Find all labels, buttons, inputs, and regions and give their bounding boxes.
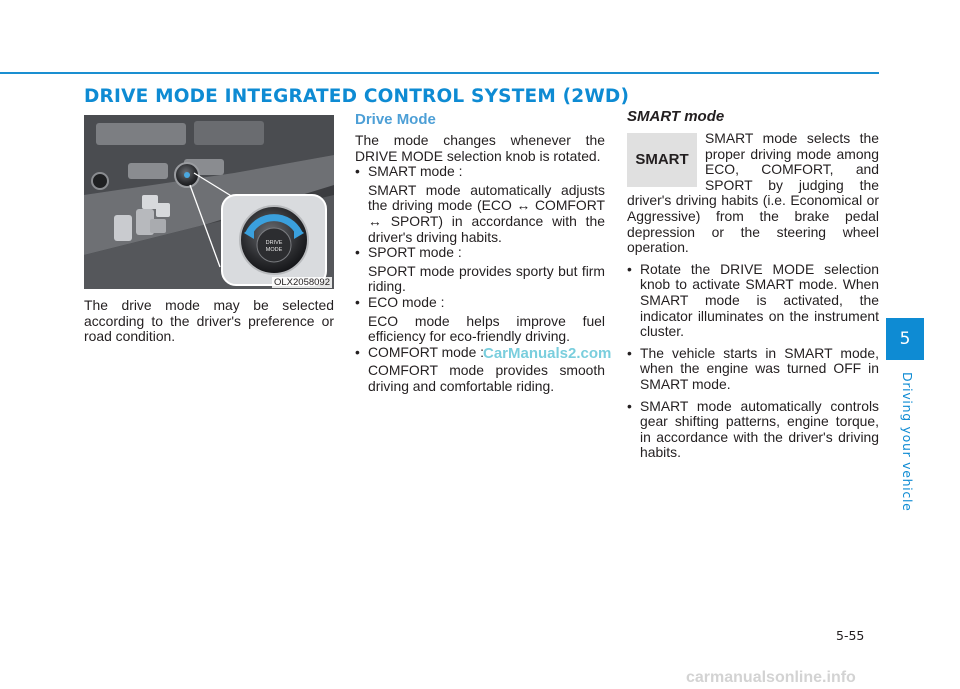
bullet-icon: • [355, 163, 360, 180]
chapter-tab: 5 [886, 318, 924, 360]
mode-label: ECO mode : [368, 293, 445, 310]
watermark: CarManuals2.com [483, 345, 612, 362]
mode-description: COMFORT mode provides smooth driving and comfortable riding. [368, 362, 605, 394]
list-item-text: Rotate the DRIVE MODE selection knob to activate SMART mode. When SMART mode is activated, the indicator illuminates on the instrument cluster. [640, 260, 879, 340]
mode-label: SPORT mode : [368, 244, 462, 261]
left-column [84, 115, 334, 345]
list-item [627, 399, 879, 461]
list-item [627, 346, 879, 393]
bullet-icon: • [355, 293, 360, 310]
mode-item-smart [355, 164, 605, 245]
mode-item-eco [355, 295, 605, 345]
smart-indicator-badge: SMART [627, 133, 697, 187]
mode-label: COMFORT mode : [368, 343, 485, 360]
footer-watermark: carmanualsonline.info [686, 669, 856, 686]
smart-mode-bullets [627, 262, 879, 461]
bullet-icon: • [627, 260, 632, 277]
chapter-title: Driving your vehicle [900, 372, 915, 512]
console-photo [84, 115, 334, 289]
knob-label-mode: MODE [265, 247, 283, 253]
console-illustration [84, 115, 334, 289]
section-title: DRIVE MODE INTEGRATED CONTROL SYSTEM (2WD) [84, 86, 630, 107]
drive-mode-heading: Drive Mode [355, 111, 436, 128]
knob-label-drive: DRIVE [265, 240, 283, 246]
mode-description: SPORT mode provides sporty but firm riding. [368, 262, 605, 295]
left-paragraph: The drive mode may be selected according to the driver's preference or road condition. [84, 297, 334, 345]
list-item [627, 262, 879, 340]
bullet-icon: • [355, 343, 360, 360]
bullet-icon: • [355, 244, 360, 261]
smart-mode-column [627, 108, 879, 461]
mode-label: SMART mode : [368, 163, 463, 180]
header-rule [0, 72, 879, 74]
mode-description: SMART mode automatically adjusts the driving mode (ECO ↔ COMFORT ↔ SPORT) in accordance with the driver's driving habits. [368, 181, 605, 245]
list-item-text: SMART mode automatically controls gear shifting patterns, engine torque, in accordance with the driver's driving habits. [640, 397, 879, 461]
drive-mode-intro: The mode changes whenever the DRIVE MODE selection knob is rotated. [355, 132, 605, 164]
bullet-icon: • [627, 397, 632, 414]
smart-mode-heading: SMART mode [627, 108, 725, 125]
image-code: OLX2058092 [274, 277, 330, 288]
bullet-icon: • [627, 344, 632, 361]
list-item-text: The vehicle starts in SMART mode, when the engine was turned OFF in SMART mode. [640, 344, 879, 392]
mode-item-sport [355, 245, 605, 295]
smart-mode-intro: SMART mode selects the proper driving mode among ECO, COMFORT, and SPORT by judging the driver's driving habits (i.e. Economical or Aggressive) from the brake pedal depression or the steering wheel operation. [627, 130, 879, 256]
page-number: 5-55 [836, 628, 865, 643]
mode-description: ECO mode helps improve fuel efficiency for eco-friendly driving. [368, 312, 605, 345]
